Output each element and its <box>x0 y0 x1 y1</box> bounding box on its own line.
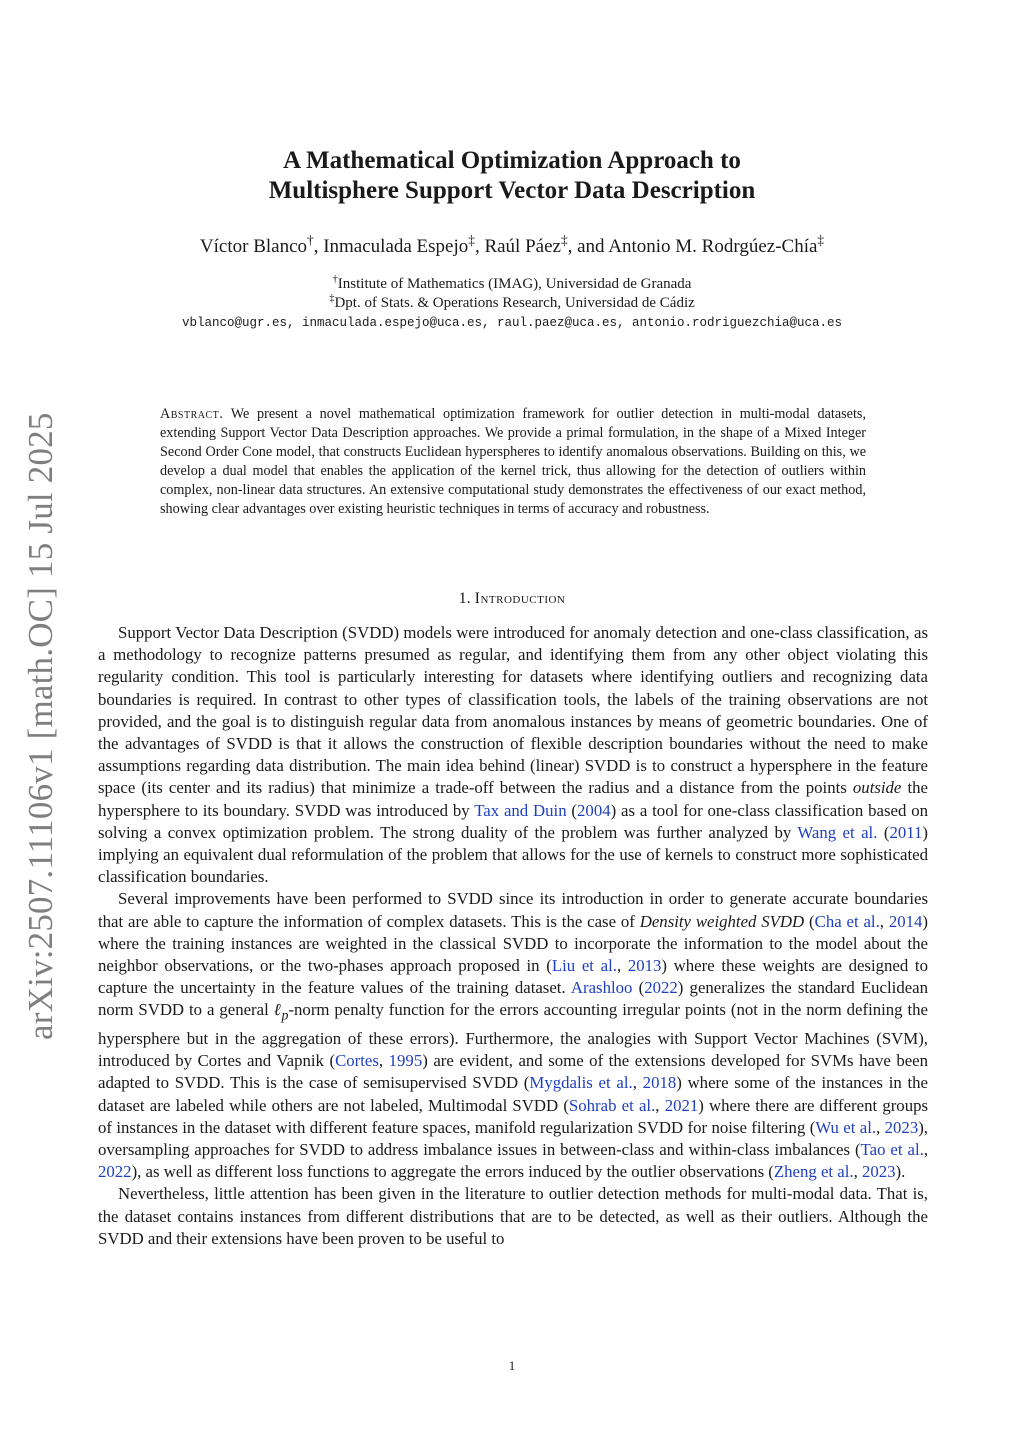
author-name: Víctor Blanco <box>199 236 308 257</box>
citation-year-link[interactable]: 2023 <box>884 1117 919 1137</box>
citation-year-link[interactable]: 2021 <box>664 1095 699 1115</box>
text-run: , <box>616 956 628 976</box>
text-run: ) are evident, and some of the extensions developed for SVMs have been adapted to SVDD. This is the case of semisupervised SVDD ( <box>98 1051 929 1093</box>
citation-link[interactable]: Sohrab et al. <box>568 1095 656 1115</box>
text-run: , <box>632 1073 643 1093</box>
citation-link[interactable]: Mygdalis et al. <box>529 1073 633 1093</box>
paper-title-line-1: A Mathematical Optimization Approach to <box>283 147 741 174</box>
affiliation-1 <box>0 274 1024 294</box>
text-run: ). <box>895 1162 906 1182</box>
citation-link[interactable]: Tax and Duin <box>474 800 567 820</box>
body-text <box>98 622 928 1250</box>
author-separator: , <box>313 236 324 257</box>
text-run: ) where these weights are designed to capture the uncertainty in the feature values of the training dataset. <box>98 956 928 998</box>
text-run: , <box>853 1162 862 1182</box>
citation-link[interactable]: Arashloo <box>570 978 633 998</box>
abstract <box>160 405 866 519</box>
citation-link[interactable]: Wu et al. <box>815 1117 877 1137</box>
citation-year-link[interactable]: 2004 <box>577 800 611 820</box>
text-run: ( <box>566 800 578 820</box>
citation-link[interactable]: Cha et al. <box>814 911 880 931</box>
author-separator: , <box>474 236 485 257</box>
section-heading <box>0 588 1024 610</box>
citation-link[interactable]: Cortes <box>335 1051 379 1071</box>
text-run: , <box>879 911 889 931</box>
affiliation-mark: ‡ <box>468 232 475 248</box>
text-run: ) where some of the instances in the dataset are labeled while others are not labeled, Multimodal SVDD ( <box>98 1073 929 1115</box>
author-emails: vblanco@ugr.es, inmaculada.espejo@uca.es, raul.paez@uca.es, antonio.rodriguezchia@uca.es <box>181 316 843 330</box>
section-title: Introduction <box>474 590 566 607</box>
author-name: Raúl Páez <box>484 236 561 257</box>
citation-year-link[interactable]: 2018 <box>642 1073 677 1093</box>
citation-link[interactable]: Tao et al. <box>860 1140 924 1160</box>
text-run: ) as a tool for one-class classification based on solving a convex optimization problem. The strong duality of the problem was further analyzed by <box>98 800 928 842</box>
emphasis: outside <box>852 778 902 798</box>
text-run: ) generalizes the standard Euclidean norm SVDD to a general <box>98 978 929 1020</box>
paragraph-1 <box>98 622 928 888</box>
citation-year-link[interactable]: 2022 <box>644 978 678 998</box>
abstract-label: Abstract. <box>160 406 224 422</box>
paragraph-3 <box>98 1183 928 1250</box>
text-run: , <box>655 1095 665 1115</box>
text-run: Several improvements have been performed to SVDD since its introduction in order to generate accurate boundaries that are able to capture the information of complex datasets. This is the case of <box>98 889 928 931</box>
citation-year-link[interactable]: 1995 <box>388 1051 423 1071</box>
arxiv-identifier: arXiv:2507.11106v1 [math.OC] 15 Jul 2025 <box>21 412 60 1040</box>
text-run: Nevertheless, little attention has been given in the literature to outlier detection methods for multi-modal data. That is, the dataset contains instances from different distributions that are to be detected, as well as their outliers. Although the SVDD and their extensions have been proven to be useful to <box>98 1184 928 1248</box>
affiliation-mark: ‡ <box>817 232 825 248</box>
author-list <box>0 234 1024 260</box>
text-run: ) implying an equivalent dual reformulation of the problem that allows for the use of kernels to construct more sophisticated classification boundaries. <box>98 822 928 887</box>
affiliation-text: Dpt. of Stats. & Operations Research, Universidad de Cádiz <box>334 295 695 311</box>
abstract-text: We present a novel mathematical optimization framework for outlier detection in multi-modal datasets, extending Support Vector Data Description approaches. We provide a primal formulation, in the shape of a Mixed Integer Second Order Cone model, that constructs Euclidean hyperspheres to identify anomalous observations. Building on this, we develop a dual model that enables the application of the kernel trick, thus allowing for the detection of outliers within complex, non-linear data structures. An extensive computational study demonstrates the effectiveness of our exact method, showing clear advantages over existing heuristic techniques in terms of accuracy and robustness. <box>160 406 866 517</box>
affiliation-mark: ‡ <box>329 293 335 304</box>
citation-link[interactable]: Zheng et al. <box>773 1162 854 1182</box>
text-run: ), as well as different loss functions to aggregate the errors induced by the outlier observations ( <box>131 1162 774 1182</box>
citation-year-link[interactable]: 2013 <box>627 956 662 976</box>
text-run: ( <box>804 911 815 931</box>
citation-year-link[interactable]: 2022 <box>98 1162 132 1182</box>
affiliation-mark: † <box>307 232 314 248</box>
citation-year-link[interactable]: 2014 <box>888 911 923 931</box>
paragraph-2 <box>98 888 928 1183</box>
text-run: ( <box>632 978 645 998</box>
text-run: the hypersphere to its boundary. SVDD was introduced by <box>98 778 928 820</box>
affiliation-2 <box>0 293 1024 313</box>
author-name: Antonio M. Rodrgúez-Chía <box>608 236 818 257</box>
text-run: -norm penalty function for the errors accounting irregular points (not in the norm defining the hypersphere but in the aggregation of these errors). Furthermore, the analogies with Support Vector Machines (SVM), introduced by Cortes and Vapnik ( <box>98 1000 929 1071</box>
emphasis: Density weighted SVDD <box>639 911 805 931</box>
paper-title-line-2: Multisphere Support Vector Data Description <box>268 177 756 204</box>
text-run: , <box>876 1117 885 1137</box>
author-separator: , and <box>567 236 609 257</box>
text-run: ) where there are different groups of instances in the dataset with different feature spaces, manifold regularization SVDD for noise filtering ( <box>98 1095 928 1137</box>
text-run: ( <box>877 822 890 842</box>
affiliation-mark: † <box>332 274 338 285</box>
text-run: , <box>378 1051 389 1071</box>
citation-year-link[interactable]: 2023 <box>861 1162 896 1182</box>
affiliation-text: Institute of Mathematics (IMAG), Universidad de Granada <box>337 276 692 292</box>
citation-year-link[interactable]: 2011 <box>889 822 923 842</box>
citation-link[interactable]: Wang et al. <box>797 822 878 842</box>
text-run: ), oversampling approaches for SVDD to address imbalance issues in between-class and within-class imbalances ( <box>98 1117 928 1160</box>
section-number: 1. <box>458 590 471 607</box>
author-name: Inmaculada Espejo <box>323 236 469 257</box>
text-run: ) where the training instances are weighted in the classical SVDD to incorporate the information to the model about the neighbor observations, or the two-phases approach proposed in ( <box>98 911 928 976</box>
math-subscript: p <box>281 1008 289 1024</box>
text-run: , <box>923 1140 929 1160</box>
text-run: Support Vector Data Description (SVDD) models were introduced for anomaly detection and one-class classification, as a methodology to recognize patterns presumed as regular, and identifying them from any other object violating this regularity condition. This tool is particularly interesting for datasets where identifying outliers and recognizing data boundaries is required. In contrast to other types of classification tools, the labels of the training observations are not provided, and the goal is to distinguish regular data from anomalous instances by means of geometric boundaries. One of the advantages of SVDD is that it allows the construction of flexible description boundaries without the need to make assumptions regarding data distribution. The main idea behind (linear) SVDD is to construct a hypersphere in the feature space (its center and its radius) that minimize a trade-off between the radius and a distance from the points <box>98 623 928 798</box>
page-number: 1 <box>508 1358 516 1373</box>
citation-link[interactable]: Liu et al. <box>551 956 617 976</box>
affiliation-mark: ‡ <box>560 232 568 248</box>
math-symbol: ℓ <box>273 1000 282 1020</box>
